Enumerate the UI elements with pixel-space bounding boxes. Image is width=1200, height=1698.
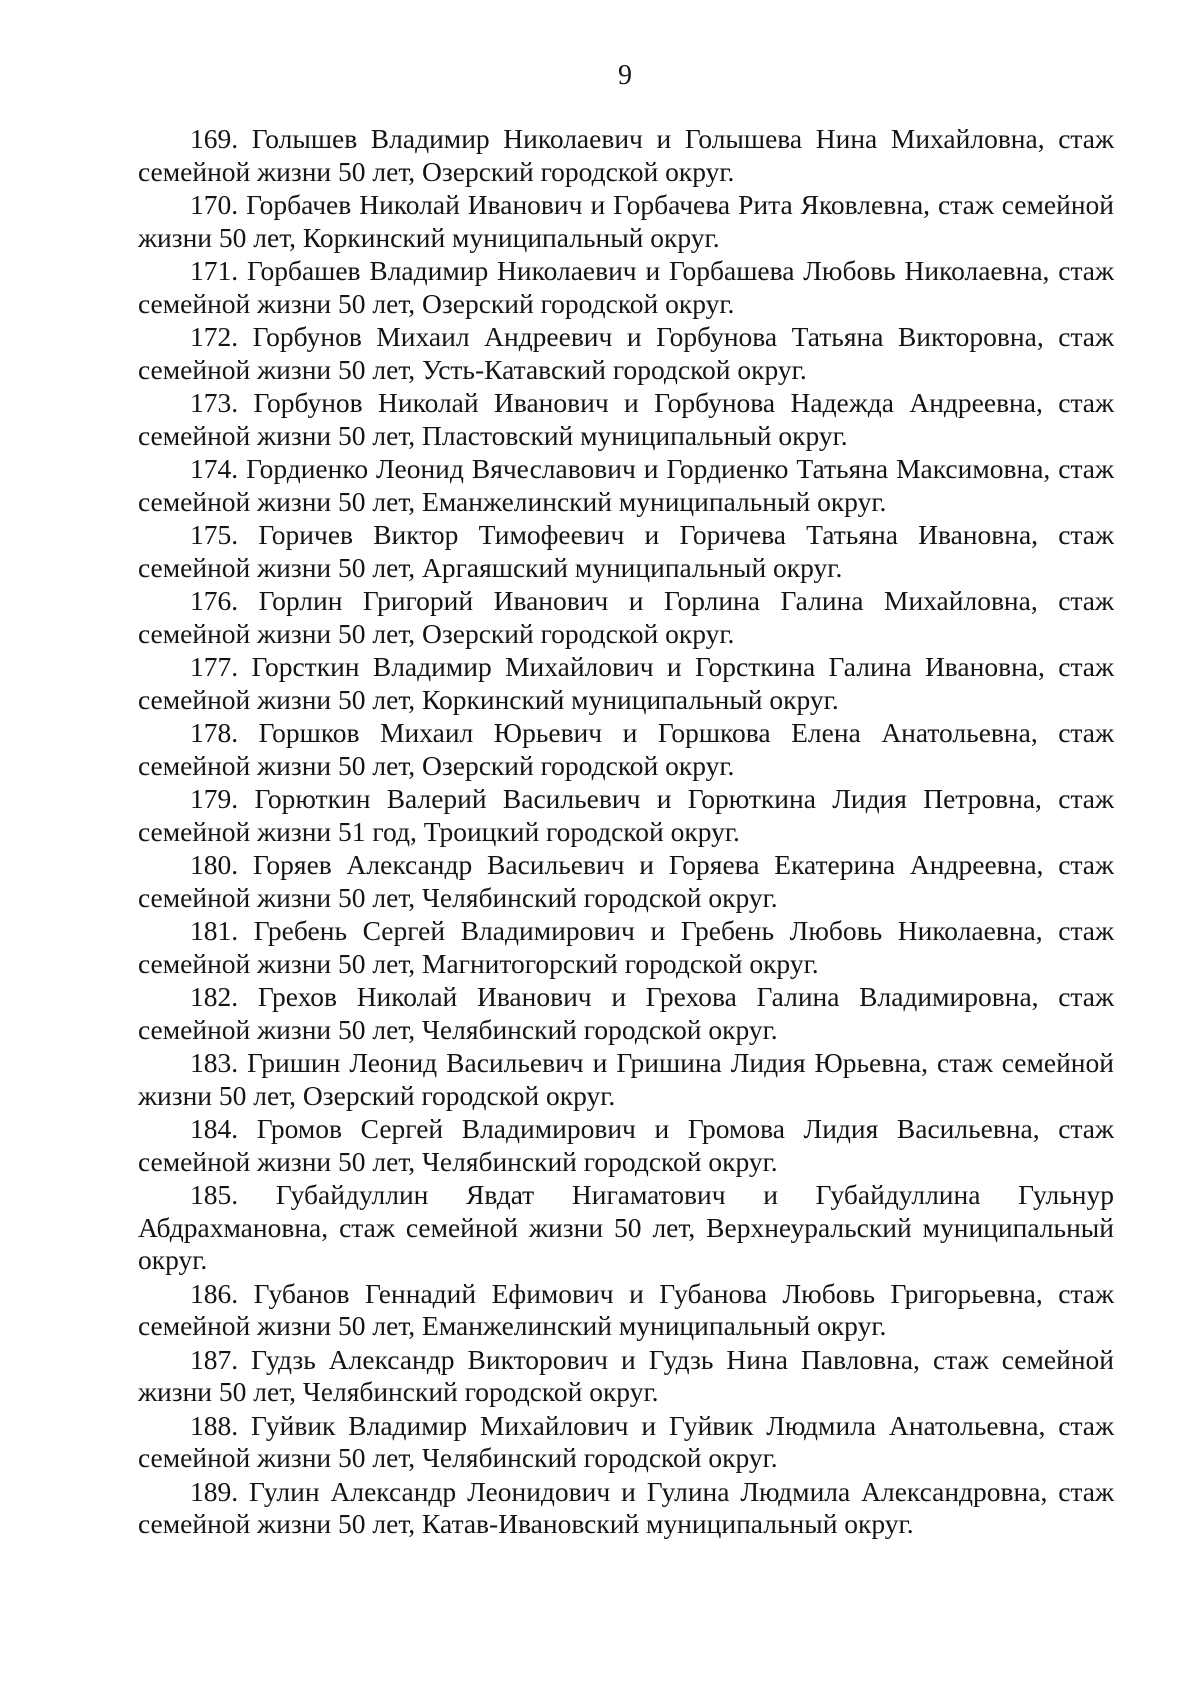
entry-number: 172.: [190, 321, 253, 352]
entry-text: Горсткин Владимир Михайлович и Горсткина Галина Ивановна, стаж семейной жизни 50 лет, Коркинский муниципальный округ.: [138, 651, 1115, 715]
list-item: [138, 1113, 1114, 1179]
list-item: [138, 1047, 1114, 1113]
list-item: [138, 321, 1114, 387]
entry-text: Громов Сергей Владимирович и Громова Лидия Васильевна, стаж семейной жизни 50 лет, Челябинский городской округ.: [138, 1113, 1115, 1177]
entry-text: Губанов Геннадий Ефимович и Губанова Любовь Григорьевна, стаж семейной жизни 50 лет, Еманжелинский муниципальный округ.: [138, 1277, 1114, 1341]
entry-number: 181.: [190, 915, 254, 946]
entry-text: Губайдуллин Явдат Нигаматович и Губайдуллина Гульнур Абдрахмановна, стаж семейной жизни 50 лет, Верхнеуральский муниципальный округ.: [138, 1179, 1114, 1275]
list-item: [138, 453, 1114, 519]
list-item: [138, 123, 1114, 189]
entry-number: 175.: [190, 519, 259, 550]
entry-text: Голышев Владимир Николаевич и Голышева Нина Михайловна, стаж семейной жизни 50 лет, Озерский городской округ.: [138, 123, 1114, 187]
list-item: [138, 849, 1114, 915]
entry-number: 179.: [190, 783, 255, 814]
entry-number: 178.: [190, 717, 259, 748]
entry-text: Гудзь Александр Викторович и Гудзь Нина Павловна, стаж семейной жизни 50 лет, Челябинский городской округ.: [138, 1343, 1115, 1407]
list-item: [138, 1179, 1114, 1278]
list-item: [138, 981, 1114, 1047]
list-item: [138, 1344, 1114, 1410]
entry-number: 173.: [190, 387, 254, 418]
entry-text: Горбачев Николай Иванович и Горбачева Рита Яковлевна, стаж семейной жизни 50 лет, Коркинский муниципальный округ.: [138, 189, 1115, 253]
list-item: [138, 1278, 1114, 1344]
entry-text: Горюткин Валерий Васильевич и Горюткина Лидия Петровна, стаж семейной жизни 51 год, Троицкий городской округ.: [138, 783, 1114, 847]
entry-number: 180.: [190, 849, 253, 880]
list-item: [138, 255, 1114, 321]
entry-text: Горяев Александр Васильевич и Горяева Екатерина Андреевна, стаж семейной жизни 50 лет, Челябинский городской округ.: [138, 849, 1115, 913]
entry-text: Гулин Александр Леонидович и Гулина Людмила Александровна, стаж семейной жизни 50 лет, Катав-Ивановский муниципальный округ.: [138, 1475, 1114, 1539]
entry-text: Гришин Леонид Васильевич и Гришина Лидия Юрьевна, стаж семейной жизни 50 лет, Озерский городской округ.: [138, 1047, 1114, 1111]
entry-number: 170.: [190, 189, 247, 220]
list-item: [138, 519, 1114, 585]
entry-number: 184.: [190, 1113, 257, 1144]
list-item: [138, 915, 1114, 981]
list-item: [138, 189, 1114, 255]
entry-number: 186.: [190, 1277, 254, 1309]
entry-number: 183.: [190, 1047, 248, 1078]
entry-text: Горлин Григорий Иванович и Горлина Галина Михайловна, стаж семейной жизни 50 лет, Озерский городской округ.: [138, 585, 1114, 649]
entry-number: 176.: [190, 585, 259, 616]
entry-number: 169.: [190, 123, 252, 154]
entry-text: Гребень Сергей Владимирович и Гребень Любовь Николаевна, стаж семейной жизни 50 лет, Магнитогорский городской округ.: [138, 915, 1115, 979]
entry-text: Грехов Николай Иванович и Грехова Галина Владимировна, стаж семейной жизни 50 лет, Челябинский городской округ.: [138, 981, 1114, 1045]
entry-text: Горбашев Владимир Николаевич и Горбашева Любовь Николаевна, стаж семейной жизни 50 лет, Озерский городской округ.: [138, 255, 1115, 319]
entry-number: 177.: [190, 651, 252, 682]
entry-number: 171.: [190, 255, 247, 286]
entry-number: 185.: [190, 1179, 276, 1210]
entry-text: Гордиенко Леонид Вячеславович и Гордиенко Татьяна Максимовна, стаж семейной жизни 50 лет, Еманжелинский муниципальный округ.: [138, 453, 1115, 517]
entry-list: [138, 123, 1114, 1542]
entry-number: 182.: [190, 981, 258, 1012]
entry-number: 188.: [190, 1409, 252, 1441]
list-item: [138, 585, 1114, 651]
entry-number: 189.: [190, 1475, 250, 1507]
list-item: [138, 783, 1114, 849]
entry-text: Горичев Виктор Тимофеевич и Горичева Татьяна Ивановна, стаж семейной жизни 50 лет, Аргаяшский муниципальный округ.: [138, 519, 1114, 583]
entry-number: 174.: [190, 453, 247, 484]
entry-text: Горбунов Николай Иванович и Горбунова Надежда Андреевна, стаж семейной жизни 50 лет, Пластовский муниципальный округ.: [138, 387, 1115, 451]
list-item: [138, 387, 1114, 453]
entry-text: Горшков Михаил Юрьевич и Горшкова Елена Анатольевна, стаж семейной жизни 50 лет, Озерский городской округ.: [138, 717, 1114, 781]
entry-text: Горбунов Михаил Андреевич и Горбунова Татьяна Викторовна, стаж семейной жизни 50 лет, Усть-Катавский городской округ.: [138, 321, 1114, 385]
list-item: [138, 651, 1114, 717]
list-item: [138, 1410, 1114, 1476]
entry-number: 187.: [190, 1343, 252, 1375]
page-number: 9: [618, 60, 632, 91]
list-item: [138, 717, 1114, 783]
list-item: [138, 1476, 1114, 1542]
entry-text: Гуйвик Владимир Михайлович и Гуйвик Людмила Анатольевна, стаж семейной жизни 50 лет, Челябинский городской округ.: [138, 1409, 1115, 1473]
